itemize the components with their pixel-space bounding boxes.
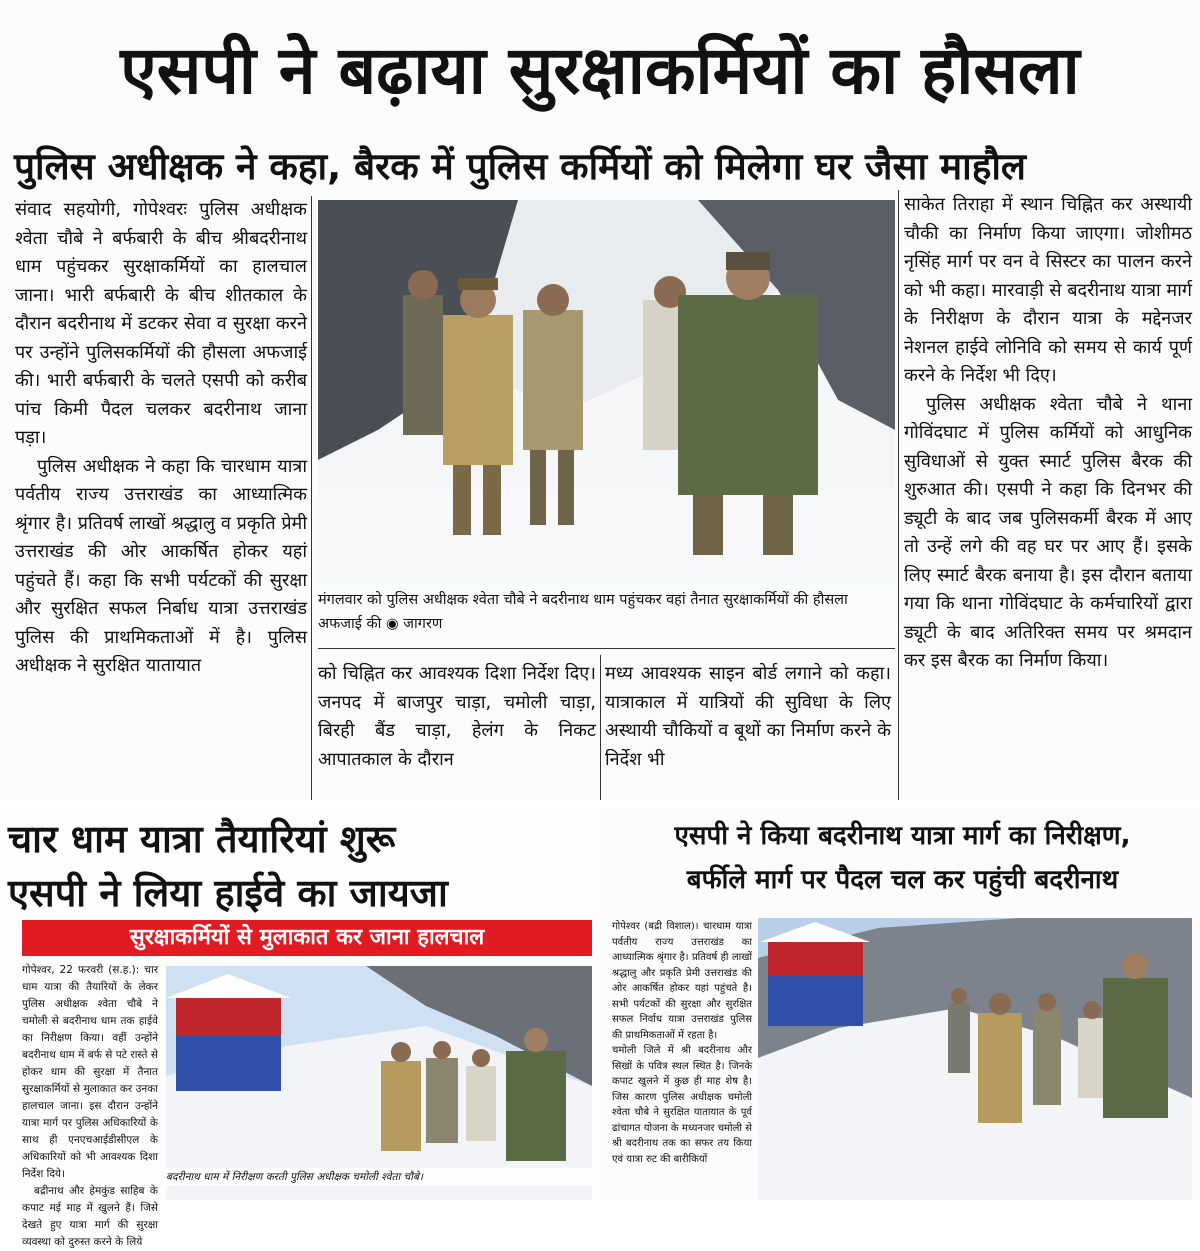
article-column-3 <box>605 660 891 800</box>
divider <box>318 648 895 649</box>
paragraph: को चिह्नित कर आवश्यक दिशा निर्देश दिए। जनपद में बाजपुर चाड़ा, चमोली चाड़ा, बिरही बैंड चाड़ा, हेलंग के निकट आपातकाल के दौरान <box>318 663 596 770</box>
photo-caption-left: बदरीनाथ धाम में निरीक्षण करती पुलिस अधीक्षक चमोली श्वेता चौबे। <box>166 1168 592 1186</box>
article-column-2 <box>318 660 596 800</box>
subheadline-main: पुलिस अधीक्षक ने कहा, बैरक में पुलिस कर्मियों को मिलेगा घर जैसा माहौल <box>14 145 1027 188</box>
article-column-4 <box>904 191 1192 801</box>
headline-left <box>8 812 598 920</box>
divider <box>898 190 899 800</box>
photo-police-officers-snow <box>318 200 895 583</box>
paragraph: साकेत तिराहा में स्थान चिह्नित कर अस्थायी चौकी का निर्माण किया जाएगा। जोशीमठ नृसिंह मार्ग पर वन वे सिस्टर का पालन करने को भी कहा। मारवाड़ी से बदरीनाथ यात्रा मार्ग के निरीक्षण के दौरान यात्रा के मद्देनजर नेशनल हाईवे लोनिवि को समय से कार्य पूर्ण करने के निर्देश भी दिए। <box>904 194 1192 386</box>
paragraph: बद्रीनाथ और हेमकुंड साहिब के कपाट मई माह में खुलने हैं। जिसे देखते हुए यात्रा मार्ग की सुरक्षा व्यवस्था को दुरुस्त करने के लिये <box>22 1185 158 1248</box>
article-body-right <box>612 919 752 1200</box>
paragraph: पुलिस अधीक्षक श्वेता चौबे ने थाना गोविंदघाट में पुलिस कर्मियों को आधुनिक सुविधाओं से युक्त स्मार्ट पुलिस बैरक की शुरुआत की। एसपी ने कहा कि दिनभर की ड्यूटी के बाद जब पुलिसकर्मी बैरक में आए तो उन्हें लगे की वह घर पर आए हैं। इसके लिए स्मार्ट बैरक बनाया है। इस दौरान बताया गया कि थाना गोविंदघाट के कर्मचारियों द्वारा ड्यूटी के बाद अतिरिक्त समय पर श्रमदान कर इस बैरक का निर्माण किया। <box>904 393 1192 671</box>
headline-line: बर्फीले मार्ग पर पैदल चल कर पहुंची बदरीनाथ <box>686 865 1119 895</box>
clipping-separator <box>0 800 1200 808</box>
hut <box>166 974 291 1091</box>
caption-text: मंगलवार को पुलिस अधीक्षक श्वेता चौबे ने बदरीनाथ धाम पहुंचकर वहां तैनात सुरक्षाकर्मियों की हौसला अफजाई की <box>318 592 848 632</box>
camera-icon: ◉ <box>386 616 404 632</box>
paragraph: गोपेश्वर, 22 फरवरी (स.ह.): चार धाम यात्रा की तैयारियों के लेकर पुलिस अधीक्षक श्वेता चौबे ने चमोली से बदरीनाथ धाम तक हाईवे का निरीक्षण किया। वहीं उन्होंने बदरीनाथ धाम में बर्फ से पटे रास्ते से होकर धाम की सुरक्षा में तैनात सुरक्षाकर्मियों से मुलाकात कर उनका हालचाल जाना। इस दौरान उन्होंने यात्रा मार्ग पर पुलिस अधिकारियों के साथ ही एनएचआईडीसीएल के अधिकारियों को भी आवश्यक दिशा निर्देश दिये। <box>22 964 158 1180</box>
photo-officers-near-hut <box>166 966 592 1200</box>
headline-line: चार धाम यात्रा तैयारियां शुरू <box>8 817 396 861</box>
paragraph: संवाद सहयोगी, गोपेश्वरः पुलिस अधीक्षक श्वेता चौबे ने बर्फबारी के बीच श्रीबदरीनाथ धाम पहुंचकर सुरक्षाकर्मियों का हालचाल जाना। भारी बर्फबारी के बीच शीतकाल के दौरान बदरीनाथ में डटकर सेवा व सुरक्षा करने पर उन्होंने पुलिसकर्मियों की हौसला अफजाई की। भारी बर्फबारी के चलते एसपी को करीब पांच किमी पैदल चलकर बदरीनाथ जाना पड़ा। <box>15 199 307 448</box>
headline-right <box>610 814 1195 902</box>
photo-officers-walking-snow <box>758 918 1192 1200</box>
headline-main: एसपी ने बढ़ाया सुरक्षाकर्मियों का हौसला <box>120 32 1080 109</box>
paragraph: मध्य आवश्यक साइन बोर्ड लगाने को कहा। यात्राकाल में यात्रियों की सुविधा के लिए अस्थायी चौकियों व बूथों का निर्माण करने के निर्देश भी <box>605 663 891 770</box>
headline-line: एसपी ने किया बदरीनाथ यात्रा मार्ग का निरीक्षण, <box>674 821 1131 851</box>
paragraph: चमोली जिले में श्री बदरीनाथ और सिखों के पवित्र स्थल स्थित है। जिनके कपाट खुलने में कुछ ही माह शेष है। जिस कारण पुलिस अधीक्षक चमोली श्वेता चौबे ने सुरक्षित यातायात के पूर्व ढांचागत योजना के मध्यनजर चमोली से श्री बदरीनाथ तक का सफर तय किया एवं यात्रा रुट की बारीकियों <box>612 1045 752 1165</box>
article-body-left <box>22 962 158 1248</box>
red-banner: सुरक्षाकर्मियों से मुलाकात कर जाना हालचाल <box>22 920 592 956</box>
article-column-1 <box>15 196 307 801</box>
paragraph: गोपेश्वर (बद्री विशाल)। चारधाम यात्रा पर्वतीय राज्य उत्तराखंड का आध्यात्मिक श्रृंगार है। प्रतिवर्ष ही लाखों श्रद्धालु और प्रकृति प्रेमी उत्तराखंड की ओर आकर्षित होकर यहां पहुंचते है। सभी पर्यटकों की सुरक्षा और सुरक्षित सफल निर्वाध यात्रा उत्तराखंड पुलिस की प्राथमिकताओं में रहता है। <box>612 921 752 1041</box>
hut <box>760 922 870 1026</box>
paragraph: पुलिस अधीक्षक ने कहा कि चारधाम यात्रा पर्वतीय राज्य उत्तराखंड का आध्यात्मिक श्रृंगार है। प्रतिवर्ष लाखों श्रद्धालु व प्रकृति प्रेमी उत्तराखंड की ओर आकर्षित होकर यहां पहुंचते हैं। कहा कि सभी पर्यटकों की सुरक्षा और सुरक्षित सफल निर्बाध यात्रा उत्तराखंड पुलिस की प्राथमिकताओं में है। पुलिस अधीक्षक ने सुरक्षित यातायात <box>15 455 307 676</box>
headline-line: एसपी ने लिया हाईवे का जायजा <box>8 871 448 915</box>
photo-credit: जागरण <box>403 616 443 632</box>
photo-caption <box>318 588 895 636</box>
divider <box>311 196 312 800</box>
divider <box>600 655 601 800</box>
